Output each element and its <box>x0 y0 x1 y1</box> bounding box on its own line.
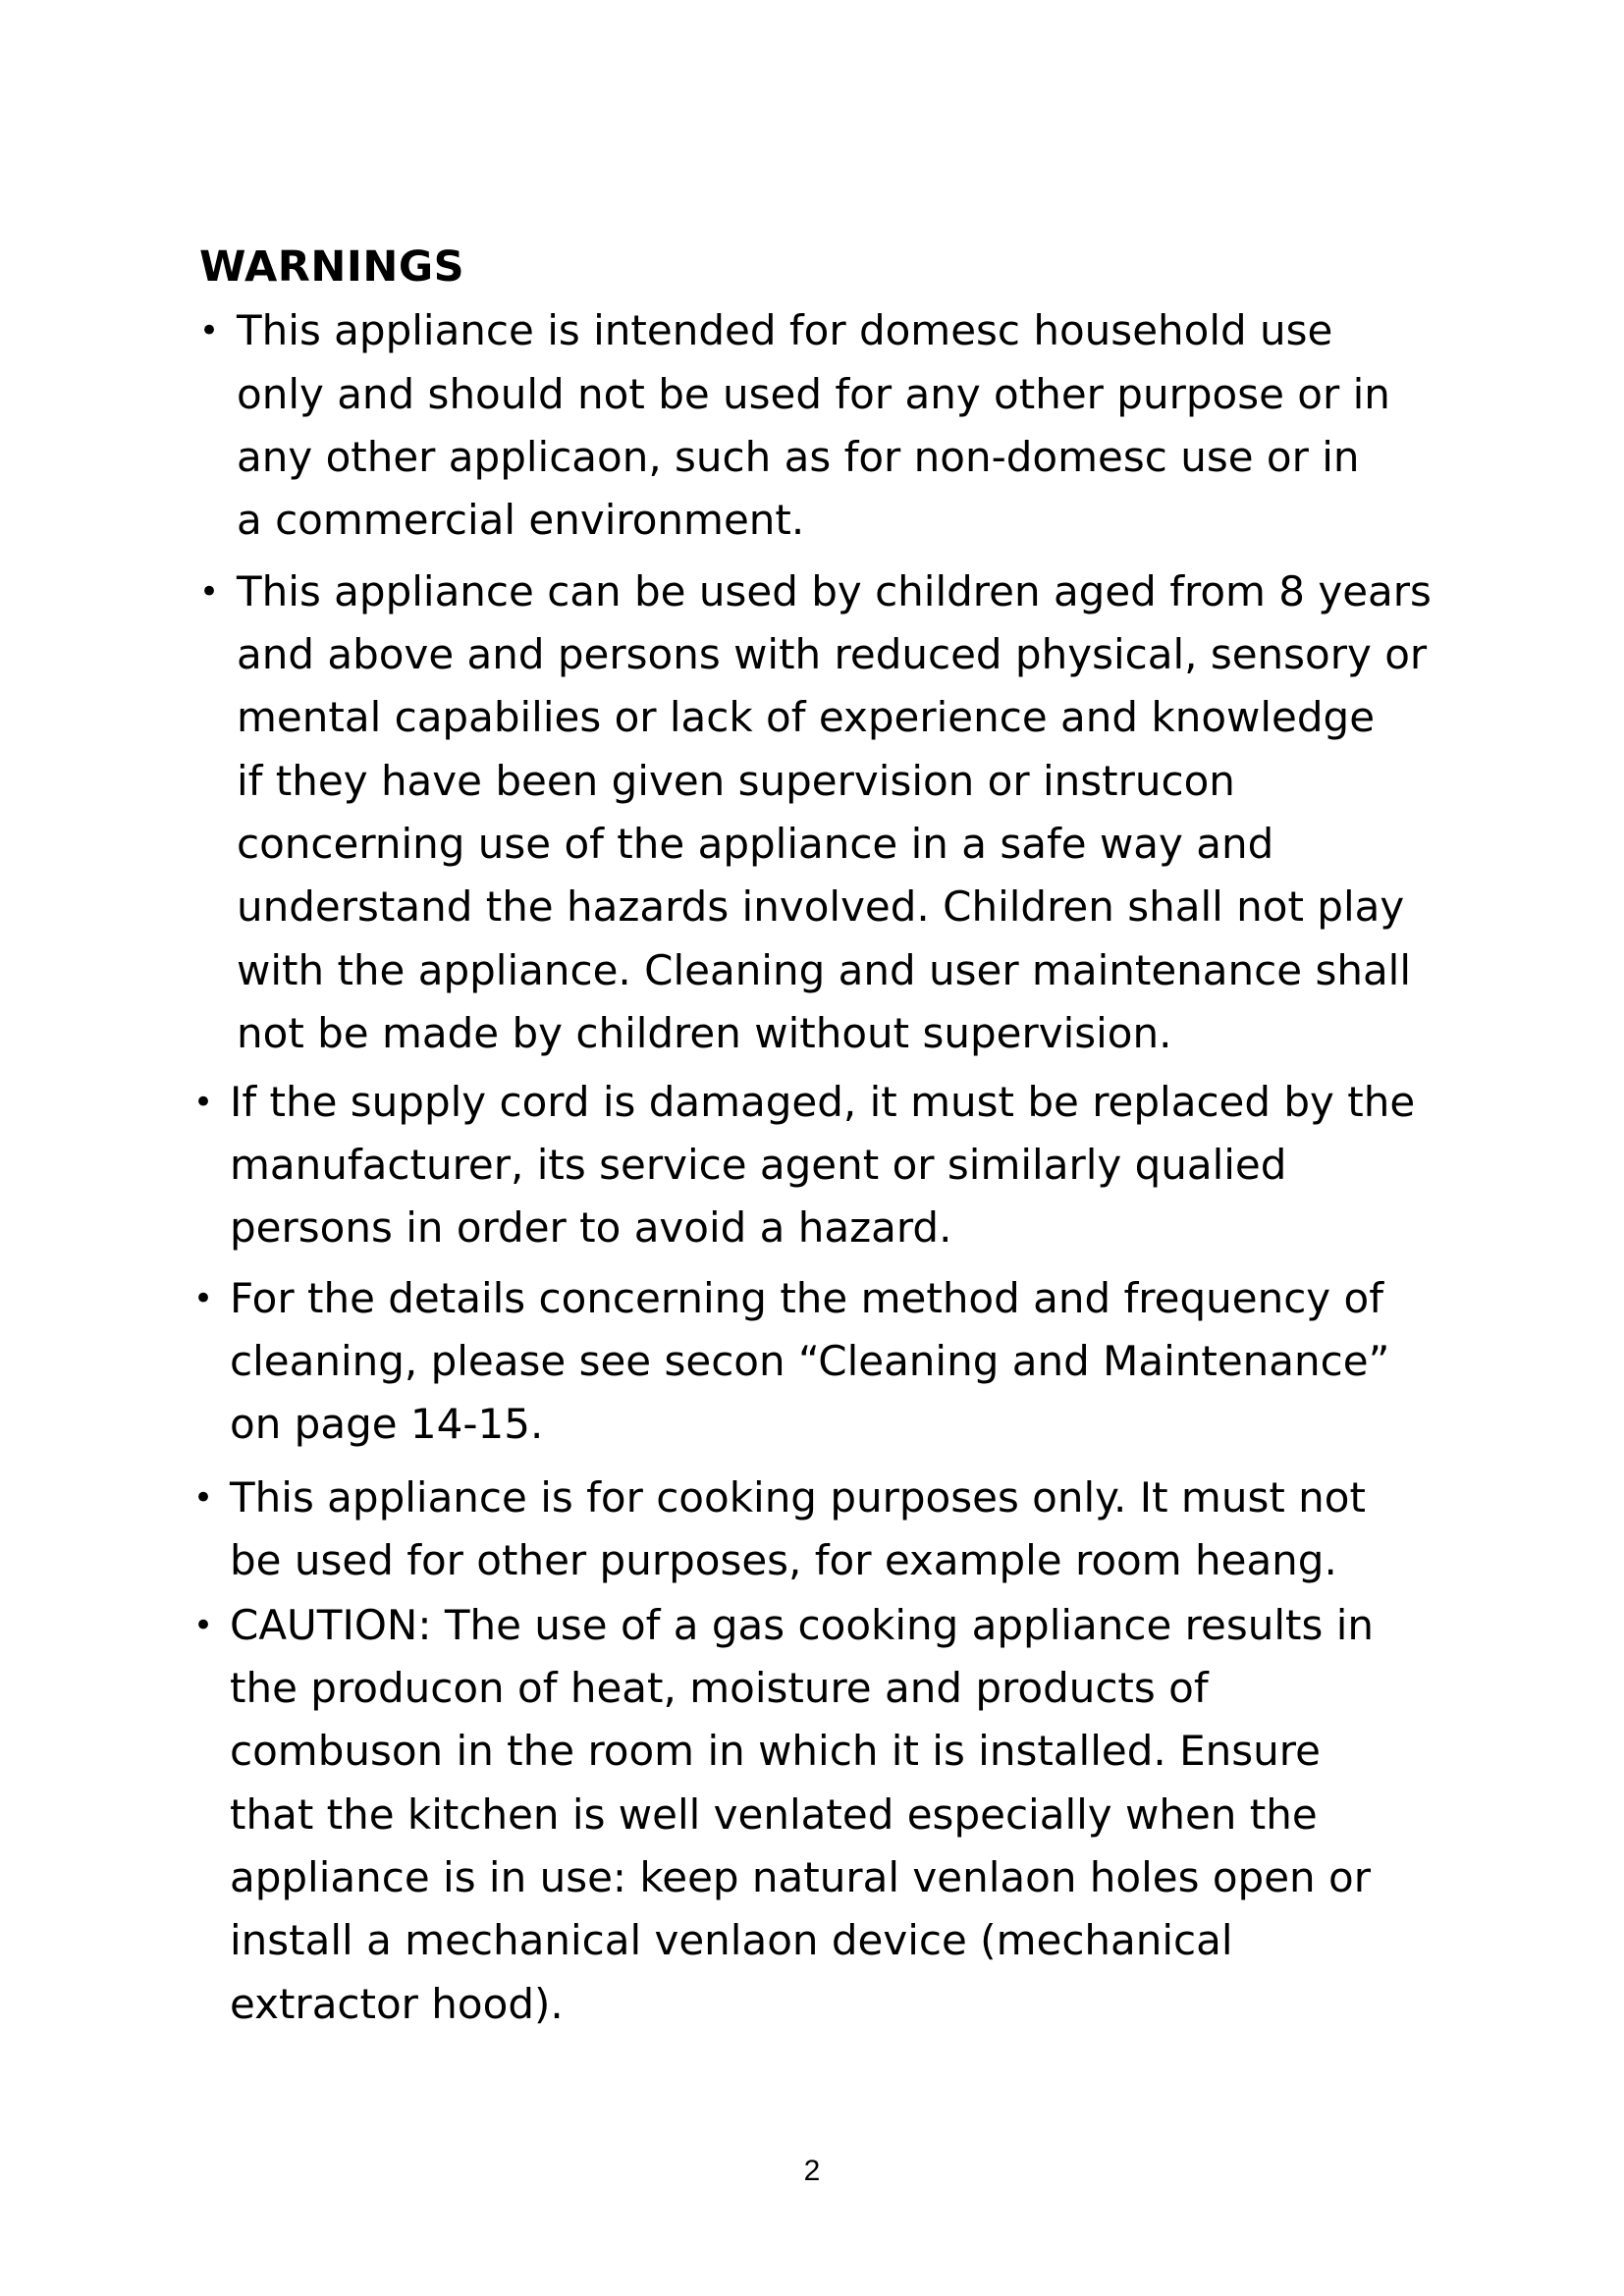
warning-line: This appliance can be used by children aged from 8 years <box>237 567 1432 615</box>
warning-line: on page 14-15. <box>230 1400 544 1448</box>
bullet-icon: • <box>199 311 220 350</box>
warning-line: that the kitchen is well venlated especially when the <box>230 1790 1318 1839</box>
warning-line: with the appliance. Cleaning and user maintenance shall <box>237 946 1412 994</box>
warning-line: concerning use of the appliance in a safe way and <box>237 820 1274 868</box>
warning-line: only and should not be used for any other purpose or in <box>237 370 1390 418</box>
bullet-icon: • <box>193 1606 214 1645</box>
warning-line: understand the hazards involved. Children shall not play <box>237 882 1405 931</box>
bullet-icon: • <box>193 1279 214 1318</box>
bullet-icon: • <box>193 1478 214 1518</box>
warning-line: mental capabilies or lack of experience and knowledge <box>237 693 1376 741</box>
warning-line: a commercial environment. <box>237 496 805 544</box>
warning-line: if they have been given supervision or instrucon <box>237 757 1235 805</box>
warning-line: appliance is in use: keep natural venlaon holes open or <box>230 1853 1371 1901</box>
warning-line: For the details concerning the method and frequency of <box>230 1274 1383 1322</box>
warning-line: install a mechanical venlaon device (mechanical <box>230 1916 1233 1964</box>
bullet-icon: • <box>193 1083 214 1122</box>
warning-line: This appliance is for cooking purposes only. It must not <box>230 1473 1366 1522</box>
warnings-heading: WARNINGS <box>199 242 465 292</box>
warning-line: the producon of heat, moisture and products of <box>230 1664 1209 1712</box>
warning-line: be used for other purposes, for example room heang. <box>230 1536 1337 1584</box>
warning-line: combuson in the room in which it is installed. Ensure <box>230 1727 1321 1775</box>
warning-line: cleaning, please see secon “Cleaning and Maintenance” <box>230 1337 1390 1385</box>
warning-line: not be made by children without supervision. <box>237 1009 1172 1057</box>
bullet-icon: • <box>199 572 220 612</box>
warning-line: If the supply cord is damaged, it must be replaced by the <box>230 1078 1416 1126</box>
page-number: 2 <box>803 2155 821 2187</box>
warning-line: manufacturer, its service agent or similarly qualied <box>230 1141 1287 1189</box>
warning-line: persons in order to avoid a hazard. <box>230 1203 952 1252</box>
warning-line: extractor hood). <box>230 1980 564 2028</box>
warning-line: CAUTION: The use of a gas cooking appliance results in <box>230 1601 1375 1649</box>
warning-line: This appliance is intended for domesc household use <box>237 306 1333 354</box>
warning-line: any other applicaon, such as for non-domesc use or in <box>237 433 1360 481</box>
warning-line: and above and persons with reduced physical, sensory or <box>237 630 1428 678</box>
